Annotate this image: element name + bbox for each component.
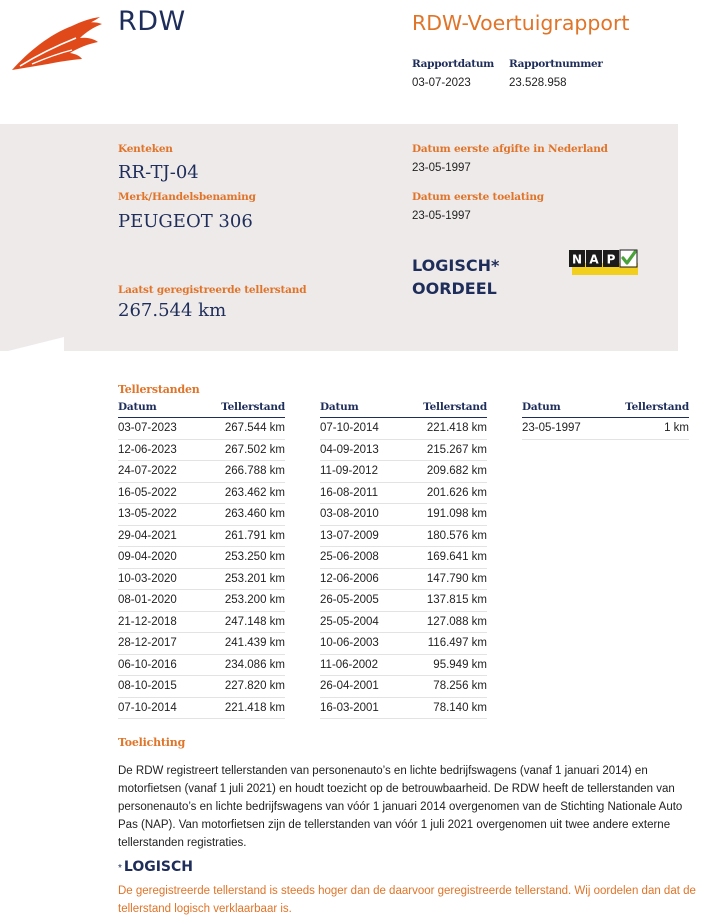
col-tellerstand-header: Tellerstand <box>221 401 285 413</box>
row-date: 12-06-2006 <box>320 572 379 585</box>
table-row <box>320 569 487 591</box>
svg-text:P: P <box>606 252 616 267</box>
table-body <box>320 418 487 719</box>
row-date: 10-03-2020 <box>118 572 177 585</box>
row-km: 253.200 km <box>224 594 285 607</box>
table-row <box>118 633 285 655</box>
col-datum-header: Datum <box>320 401 359 413</box>
row-date: 21-12-2018 <box>118 615 177 628</box>
table-row <box>118 440 285 462</box>
row-date: 03-08-2010 <box>320 508 379 521</box>
row-km: 221.418 km <box>426 422 487 435</box>
logisch-star: * <box>118 863 122 874</box>
row-date: 07-10-2014 <box>118 701 177 714</box>
row-date: 07-10-2014 <box>320 422 379 435</box>
row-date: 29-04-2021 <box>118 529 177 542</box>
row-date: 10-06-2003 <box>320 637 379 650</box>
row-date: 08-01-2020 <box>118 594 177 607</box>
col-datum-header: Datum <box>118 401 157 413</box>
row-km: 241.439 km <box>224 637 285 650</box>
row-date: 23-05-1997 <box>522 422 581 435</box>
table-row <box>320 676 487 698</box>
row-date: 16-08-2011 <box>320 486 378 499</box>
report-title: RDW-Voertuigrapport <box>412 11 630 35</box>
row-date: 13-05-2022 <box>118 508 177 521</box>
row-date: 12-06-2023 <box>118 443 177 456</box>
table-row <box>118 461 285 483</box>
row-date: 13-07-2009 <box>320 529 379 542</box>
rdw-wing-logo-icon <box>10 12 104 74</box>
laatste-tellerstand-label: Laatst geregistreerde tellerstand <box>118 284 307 296</box>
eerste-afgifte-value: 23-05-1997 <box>412 162 471 174</box>
tellerstanden-title: Tellerstanden <box>118 383 200 396</box>
row-date: 25-06-2008 <box>320 551 379 564</box>
table-row <box>118 418 285 440</box>
row-km: 180.576 km <box>426 529 487 542</box>
svg-text:A: A <box>589 252 599 267</box>
logisch-explanation: De geregistreerde tellerstand is steeds hoger dan de daarvoor geregistreerde tellerstand. Wij oordelen dan dat de tellerstand logisch verklaarbaar is. <box>118 885 696 915</box>
eerste-toelating-value: 23-05-1997 <box>412 210 471 222</box>
row-km: 137.815 km <box>426 594 487 607</box>
toelichting-title: Toelichting <box>118 736 186 749</box>
row-date: 11-09-2012 <box>320 465 378 478</box>
row-km: 191.098 km <box>426 508 487 521</box>
table-row <box>118 569 285 591</box>
vehicle-info-panel <box>0 124 678 351</box>
table-row <box>118 655 285 677</box>
row-km: 267.544 km <box>224 422 285 435</box>
row-km: 78.256 km <box>433 680 487 693</box>
table-header <box>522 401 689 418</box>
verdict <box>412 254 499 300</box>
table-row <box>320 612 487 634</box>
rapportnummer-value: 23.528.958 <box>509 77 567 89</box>
table-row <box>118 698 285 720</box>
nap-logo-icon <box>568 249 640 276</box>
row-date: 16-03-2001 <box>320 701 379 714</box>
row-km: 116.497 km <box>427 637 487 650</box>
tellerstanden-column-3 <box>522 401 689 440</box>
rapportdatum-value: 03-07-2023 <box>412 77 471 89</box>
table-row <box>320 504 487 526</box>
row-date: 06-10-2016 <box>118 658 177 671</box>
row-km: 253.250 km <box>224 551 285 564</box>
verdict-line-2: OORDEEL <box>412 279 497 298</box>
table-row <box>320 655 487 677</box>
table-row <box>118 526 285 548</box>
svg-text:N: N <box>571 252 583 267</box>
row-km: 234.086 km <box>224 658 285 671</box>
row-date: 26-04-2001 <box>320 680 379 693</box>
rapportdatum-label: Rapportdatum <box>412 58 494 70</box>
table-row <box>118 612 285 634</box>
table-row <box>320 526 487 548</box>
table-row <box>320 633 487 655</box>
row-date: 09-04-2020 <box>118 551 177 564</box>
row-km: 1 km <box>664 422 689 435</box>
row-km: 247.148 km <box>224 615 285 628</box>
row-date: 16-05-2022 <box>118 486 177 499</box>
row-km: 95.949 km <box>433 658 487 671</box>
table-header <box>320 401 487 418</box>
row-km: 263.460 km <box>224 508 285 521</box>
table-row <box>320 418 487 440</box>
laatste-tellerstand-value: 267.544 km <box>118 300 227 321</box>
row-km: 169.641 km <box>426 551 487 564</box>
row-km: 266.788 km <box>224 465 285 478</box>
brand-name: RDW <box>118 6 186 37</box>
row-km: 78.140 km <box>433 701 487 714</box>
col-tellerstand-header: Tellerstand <box>423 401 487 413</box>
table-row <box>522 418 689 440</box>
kenteken-value: RR-TJ-04 <box>118 162 199 183</box>
row-date: 04-09-2013 <box>320 443 379 456</box>
row-date: 24-07-2022 <box>118 465 177 478</box>
logisch-title: LOGISCH <box>123 859 194 875</box>
col-datum-header: Datum <box>522 401 561 413</box>
table-row <box>118 590 285 612</box>
row-date: 28-12-2017 <box>118 637 177 650</box>
eerste-afgifte-label: Datum eerste afgifte in Nederland <box>412 143 608 155</box>
merk-value: PEUGEOT 306 <box>118 211 253 232</box>
tellerstanden-column-1 <box>118 401 285 719</box>
tellerstanden-column-2 <box>320 401 487 719</box>
table-row <box>118 547 285 569</box>
table-header <box>118 401 285 418</box>
table-body <box>522 418 689 440</box>
verdict-line-1: LOGISCH* <box>412 256 500 275</box>
table-row <box>320 590 487 612</box>
row-km: 209.682 km <box>426 465 487 478</box>
row-km: 261.791 km <box>224 529 285 542</box>
row-km: 221.418 km <box>224 701 285 714</box>
table-row <box>320 461 487 483</box>
row-km: 127.088 km <box>426 615 487 628</box>
row-date: 26-05-2005 <box>320 594 379 607</box>
table-row <box>320 483 487 505</box>
row-date: 25-05-2004 <box>320 615 379 628</box>
eerste-toelating-label: Datum eerste toelating <box>412 191 544 203</box>
row-km: 147.790 km <box>426 572 487 585</box>
table-row <box>118 504 285 526</box>
logisch-heading <box>118 859 193 875</box>
row-km: 263.462 km <box>224 486 285 499</box>
row-date: 03-07-2023 <box>118 422 177 435</box>
row-km: 267.502 km <box>224 443 285 456</box>
table-body <box>118 418 285 719</box>
row-date: 08-10-2015 <box>118 680 177 693</box>
col-tellerstand-header: Tellerstand <box>625 401 689 413</box>
table-row <box>118 676 285 698</box>
table-row <box>118 483 285 505</box>
kenteken-label: Kenteken <box>118 143 173 155</box>
toelichting-text: De RDW registreert tellerstanden van personenauto’s en lichte bedrijfswagens (vanaf 1 januari 2014) en motorfietsen (vanaf 1 juli 2021) en houdt toezicht op de betrouwbaarheid. De RDW heeft de tellerstanden van personenauto’s en lichte bedrijfswagens van vóór 1 januari 2014 overgenomen van de Stichting Nationale Auto Pas (NAP). Van motorfietsen zijn de tellerstanden van vóór 1 juli 2021 overgenomen uit twee andere externe tellerstanden registraties. <box>118 765 683 849</box>
table-row <box>320 698 487 720</box>
merk-label: Merk/Handelsbenaming <box>118 191 256 203</box>
table-row <box>320 547 487 569</box>
row-km: 215.267 km <box>426 443 487 456</box>
row-date: 11-06-2002 <box>320 658 378 671</box>
row-km: 253.201 km <box>224 572 285 585</box>
row-km: 201.626 km <box>426 486 487 499</box>
rapportnummer-label: Rapportnummer <box>509 58 603 70</box>
table-row <box>320 440 487 462</box>
row-km: 227.820 km <box>224 680 285 693</box>
